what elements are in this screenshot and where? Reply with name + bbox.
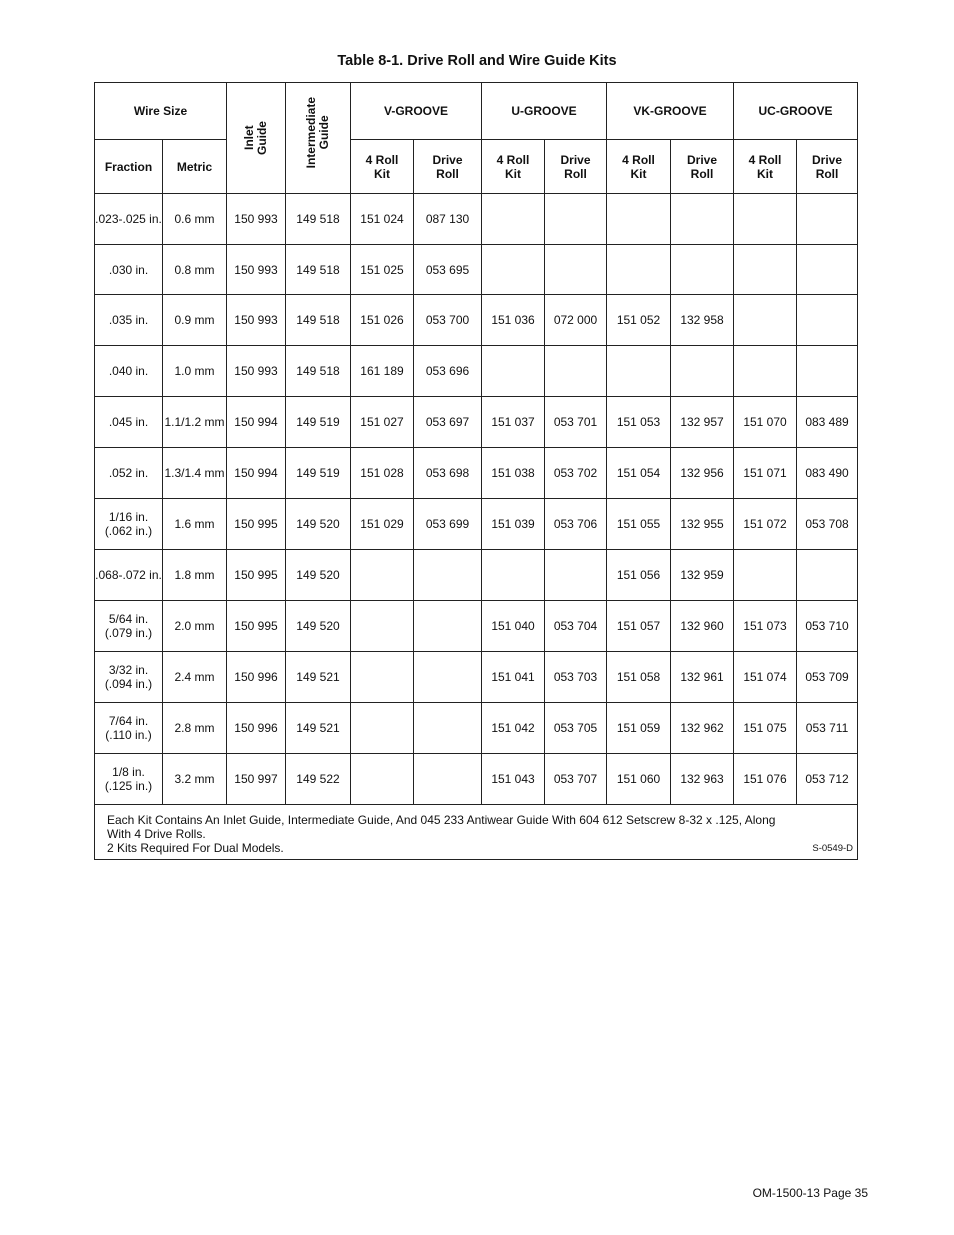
cell-uc-roll: 053 709: [797, 652, 858, 703]
cell-vk-kit: 151 055: [607, 499, 671, 550]
cell-v-kit: 151 027: [351, 397, 414, 448]
cell-inlet: 150 993: [227, 194, 286, 245]
cell-fraction: 5/64 in. (.079 in.): [95, 601, 163, 652]
table-row: [95, 245, 858, 295]
uc-roll-header: Drive Roll: [797, 140, 858, 194]
cell-inlet: 150 993: [227, 295, 286, 346]
cell-fraction: 1/16 in. (.062 in.): [95, 499, 163, 550]
cell-metric: 0.8 mm: [163, 245, 227, 295]
cell-inter: 149 519: [286, 448, 351, 499]
cell-metric: 1.8 mm: [163, 550, 227, 601]
cell-v-roll: [414, 550, 482, 601]
fraction-header: Fraction: [95, 140, 163, 194]
v-roll-header: Drive Roll: [414, 140, 482, 194]
cell-inter: 149 520: [286, 601, 351, 652]
cell-inter: 149 519: [286, 397, 351, 448]
cell-fraction: 7/64 in. (.110 in.): [95, 703, 163, 754]
cell-inter: 149 518: [286, 295, 351, 346]
note-line-3: 2 Kits Required For Dual Models.: [107, 841, 284, 855]
cell-u-kit: [482, 194, 545, 245]
cell-inter: 149 520: [286, 550, 351, 601]
note-line-2: With 4 Drive Rolls.: [107, 827, 206, 841]
cell-vk-roll: 132 958: [671, 295, 734, 346]
cell-v-roll: 053 699: [414, 499, 482, 550]
cell-fraction: 3/32 in. (.094 in.): [95, 652, 163, 703]
cell-inlet: 150 994: [227, 448, 286, 499]
drawing-code: S-0549-D: [812, 843, 854, 854]
cell-uc-roll: [797, 245, 858, 295]
cell-vk-roll: 132 956: [671, 448, 734, 499]
cell-metric: 1.1/1.2 mm: [163, 397, 227, 448]
table-body: [95, 194, 858, 805]
table-row: [95, 346, 858, 397]
cell-u-roll: 053 703: [545, 652, 607, 703]
inlet-guide-label: Inlet Guide: [242, 120, 269, 155]
table-title: Table 8-1. Drive Roll and Wire Guide Kits: [337, 53, 617, 69]
cell-vk-roll: 132 957: [671, 397, 734, 448]
inlet-guide-header: [227, 83, 286, 194]
cell-vk-kit: 151 057: [607, 601, 671, 652]
cell-vk-kit: [607, 245, 671, 295]
cell-vk-roll: 132 963: [671, 754, 734, 805]
cell-uc-kit: 151 072: [734, 499, 797, 550]
cell-v-roll: 087 130: [414, 194, 482, 245]
u-kit-header: 4 Roll Kit: [482, 140, 545, 194]
cell-v-roll: 053 695: [414, 245, 482, 295]
cell-v-roll: 053 698: [414, 448, 482, 499]
table-row: [95, 448, 858, 499]
cell-fraction: .023-.025 in.: [95, 194, 163, 245]
cell-uc-kit: 151 074: [734, 652, 797, 703]
cell-metric: 2.8 mm: [163, 703, 227, 754]
cell-inter: 149 522: [286, 754, 351, 805]
cell-v-roll: 053 700: [414, 295, 482, 346]
cell-u-kit: [482, 245, 545, 295]
table-row: [95, 499, 858, 550]
cell-uc-kit: 151 075: [734, 703, 797, 754]
uc-groove-header: UC-GROOVE: [734, 83, 858, 140]
cell-vk-kit: 151 052: [607, 295, 671, 346]
cell-inlet: 150 995: [227, 601, 286, 652]
cell-fraction: .068-.072 in.: [95, 550, 163, 601]
cell-uc-roll: 083 489: [797, 397, 858, 448]
cell-uc-roll: 053 710: [797, 601, 858, 652]
cell-vk-kit: 151 058: [607, 652, 671, 703]
wire-size-header: Wire Size: [95, 83, 227, 140]
cell-u-kit: 151 041: [482, 652, 545, 703]
cell-v-roll: [414, 601, 482, 652]
cell-v-roll: [414, 703, 482, 754]
cell-vk-kit: 151 059: [607, 703, 671, 754]
cell-vk-roll: 132 961: [671, 652, 734, 703]
cell-fraction: .045 in.: [95, 397, 163, 448]
u-roll-header: Drive Roll: [545, 140, 607, 194]
cell-u-roll: [545, 346, 607, 397]
cell-vk-roll: [671, 245, 734, 295]
drive-roll-table: [94, 82, 858, 860]
cell-u-kit: 151 037: [482, 397, 545, 448]
cell-u-kit: [482, 346, 545, 397]
page-footer: OM-1500-13 Page 35: [752, 1186, 868, 1200]
cell-uc-kit: 151 070: [734, 397, 797, 448]
cell-inlet: 150 996: [227, 703, 286, 754]
cell-u-kit: [482, 550, 545, 601]
cell-uc-kit: [734, 194, 797, 245]
cell-vk-roll: 132 955: [671, 499, 734, 550]
cell-inter: 149 520: [286, 499, 351, 550]
cell-inter: 149 521: [286, 652, 351, 703]
header-row-sub: [95, 140, 858, 194]
cell-metric: 1.3/1.4 mm: [163, 448, 227, 499]
cell-v-kit: [351, 703, 414, 754]
cell-metric: 2.0 mm: [163, 601, 227, 652]
vk-kit-header: 4 Roll Kit: [607, 140, 671, 194]
cell-inlet: 150 993: [227, 245, 286, 295]
table-row: [95, 194, 858, 245]
note-line-1: Each Kit Contains An Inlet Guide, Intermediate Guide, And 045 233 Antiwear Guide With 604 612 Setscrew 8-32 x .125, Along: [107, 813, 776, 827]
cell-vk-roll: 132 960: [671, 601, 734, 652]
note-row: [95, 805, 858, 860]
cell-u-kit: 151 038: [482, 448, 545, 499]
cell-metric: 1.0 mm: [163, 346, 227, 397]
cell-u-roll: [545, 194, 607, 245]
cell-inlet: 150 995: [227, 550, 286, 601]
cell-uc-kit: [734, 295, 797, 346]
cell-uc-kit: [734, 245, 797, 295]
table-row: [95, 295, 858, 346]
cell-uc-roll: 053 708: [797, 499, 858, 550]
cell-vk-kit: [607, 194, 671, 245]
cell-v-roll: [414, 652, 482, 703]
cell-uc-kit: 151 073: [734, 601, 797, 652]
cell-u-roll: [545, 245, 607, 295]
table-row: [95, 652, 858, 703]
cell-u-kit: 151 042: [482, 703, 545, 754]
table-row: [95, 754, 858, 805]
cell-uc-roll: [797, 550, 858, 601]
cell-metric: 0.6 mm: [163, 194, 227, 245]
cell-uc-kit: 151 076: [734, 754, 797, 805]
cell-uc-roll: 083 490: [797, 448, 858, 499]
cell-v-roll: 053 696: [414, 346, 482, 397]
cell-u-kit: 151 036: [482, 295, 545, 346]
vk-roll-header: Drive Roll: [671, 140, 734, 194]
cell-u-roll: 053 705: [545, 703, 607, 754]
cell-fraction: .052 in.: [95, 448, 163, 499]
cell-v-kit: 151 025: [351, 245, 414, 295]
cell-fraction: .030 in.: [95, 245, 163, 295]
cell-uc-roll: [797, 295, 858, 346]
cell-inter: 149 518: [286, 245, 351, 295]
table-row: [95, 703, 858, 754]
cell-inlet: 150 993: [227, 346, 286, 397]
cell-uc-roll: 053 712: [797, 754, 858, 805]
cell-v-kit: 151 026: [351, 295, 414, 346]
cell-u-roll: 072 000: [545, 295, 607, 346]
cell-u-roll: 053 706: [545, 499, 607, 550]
cell-u-kit: 151 043: [482, 754, 545, 805]
cell-vk-kit: 151 060: [607, 754, 671, 805]
intermediate-guide-label: Intermediate Guide: [304, 97, 331, 169]
uc-kit-header: 4 Roll Kit: [734, 140, 797, 194]
cell-v-kit: [351, 754, 414, 805]
cell-v-kit: 151 029: [351, 499, 414, 550]
cell-vk-roll: 132 962: [671, 703, 734, 754]
header-row-groups: [95, 83, 858, 140]
cell-inlet: 150 997: [227, 754, 286, 805]
table-row: [95, 601, 858, 652]
cell-inter: 149 518: [286, 194, 351, 245]
cell-inlet: 150 996: [227, 652, 286, 703]
kit-note: [95, 805, 858, 860]
intermediate-guide-header: [286, 83, 351, 194]
cell-v-kit: 161 189: [351, 346, 414, 397]
v-kit-header: 4 Roll Kit: [351, 140, 414, 194]
table-row: [95, 550, 858, 601]
table-row: [95, 397, 858, 448]
cell-vk-kit: 151 056: [607, 550, 671, 601]
cell-u-roll: 053 707: [545, 754, 607, 805]
cell-uc-kit: [734, 550, 797, 601]
cell-metric: 1.6 mm: [163, 499, 227, 550]
u-groove-header: U-GROOVE: [482, 83, 607, 140]
cell-metric: 0.9 mm: [163, 295, 227, 346]
cell-uc-roll: [797, 346, 858, 397]
cell-inlet: 150 994: [227, 397, 286, 448]
cell-v-roll: [414, 754, 482, 805]
cell-v-kit: [351, 652, 414, 703]
metric-header: Metric: [163, 140, 227, 194]
cell-vk-kit: [607, 346, 671, 397]
vk-groove-header: VK-GROOVE: [607, 83, 734, 140]
cell-uc-kit: [734, 346, 797, 397]
cell-vk-roll: [671, 194, 734, 245]
cell-fraction: 1/8 in. (.125 in.): [95, 754, 163, 805]
cell-fraction: .035 in.: [95, 295, 163, 346]
cell-fraction: .040 in.: [95, 346, 163, 397]
cell-v-kit: [351, 601, 414, 652]
cell-metric: 2.4 mm: [163, 652, 227, 703]
cell-metric: 3.2 mm: [163, 754, 227, 805]
cell-uc-roll: [797, 194, 858, 245]
cell-v-roll: 053 697: [414, 397, 482, 448]
cell-v-kit: 151 024: [351, 194, 414, 245]
cell-vk-kit: 151 053: [607, 397, 671, 448]
cell-vk-roll: 132 959: [671, 550, 734, 601]
cell-v-kit: 151 028: [351, 448, 414, 499]
cell-u-kit: 151 039: [482, 499, 545, 550]
v-groove-header: V-GROOVE: [351, 83, 482, 140]
cell-u-roll: [545, 550, 607, 601]
cell-inlet: 150 995: [227, 499, 286, 550]
cell-uc-roll: 053 711: [797, 703, 858, 754]
cell-uc-kit: 151 071: [734, 448, 797, 499]
cell-u-roll: 053 701: [545, 397, 607, 448]
cell-v-kit: [351, 550, 414, 601]
cell-u-kit: 151 040: [482, 601, 545, 652]
cell-u-roll: 053 704: [545, 601, 607, 652]
cell-vk-roll: [671, 346, 734, 397]
cell-u-roll: 053 702: [545, 448, 607, 499]
cell-inter: 149 518: [286, 346, 351, 397]
cell-vk-kit: 151 054: [607, 448, 671, 499]
cell-inter: 149 521: [286, 703, 351, 754]
